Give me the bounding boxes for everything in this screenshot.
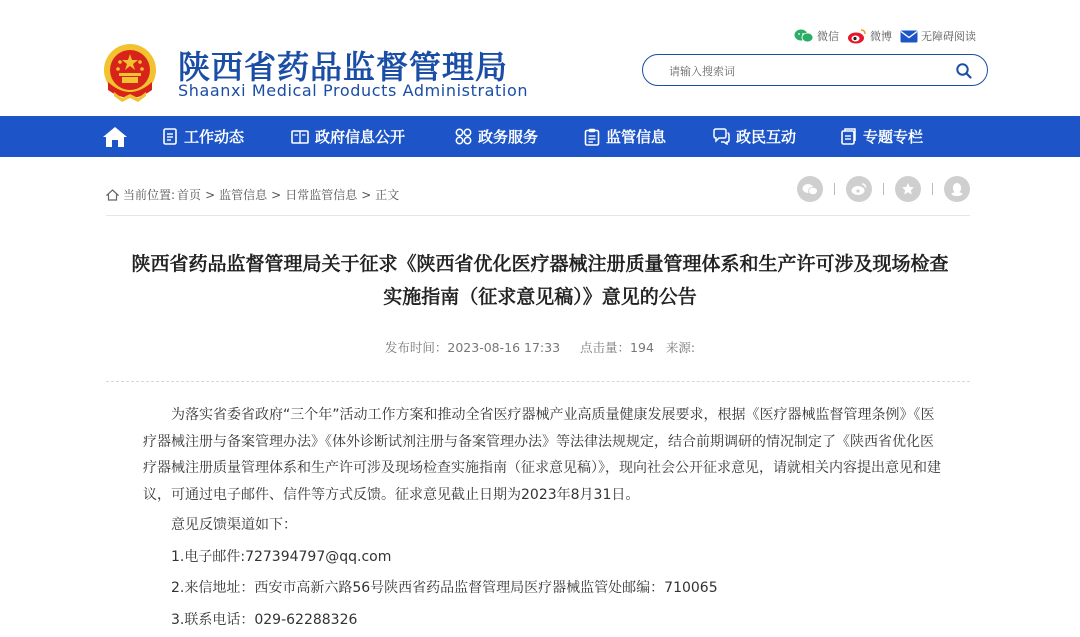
breadcrumb-separator: > [361,187,372,202]
qq-icon [950,182,964,197]
divider [932,183,933,195]
home-outline-icon [106,189,119,201]
breadcrumb-current: 正文 [375,188,400,202]
wechat-icon [794,29,814,43]
book-icon [291,129,309,145]
nav-item-work-news[interactable] [162,116,244,157]
meta-divider [106,381,970,382]
nav-label: 政务服务 [478,128,539,146]
article-source: 来源: [665,340,696,355]
article-meta [0,338,1080,356]
nav-item-interaction[interactable] [712,116,796,157]
nav-item-special-topics[interactable] [840,116,923,157]
breadcrumb-separator: > [271,187,282,202]
feedback-channel-email: 1.电子邮件:727394797@qq.com [171,548,392,565]
accessible-reading-link[interactable] [900,28,976,44]
weibo-icon [847,28,867,44]
weibo-share-icon [851,182,867,196]
search-icon[interactable] [955,62,973,80]
wechat-link[interactable] [794,28,839,44]
wechat-share-icon [802,183,818,196]
home-icon[interactable] [102,125,128,149]
site-header [0,0,1080,116]
feedback-channel-address: 2.来信地址：西安市高新六路56号陕西省药品监督管理局医疗器械监管处邮编：710065 [171,580,718,596]
weibo-label: 微博 [870,30,892,43]
nav-item-supervision-info[interactable] [584,116,666,157]
publish-time-label: 发布时间： [384,340,448,355]
divider [834,183,835,195]
grid-icon [455,128,472,145]
breadcrumb-prefix: 当前位置: [123,188,176,202]
share-wechat-button[interactable] [797,176,823,202]
nav-label: 专题专栏 [863,128,924,146]
share-toolbar [797,176,970,202]
site-subtitle: Shaanxi Medical Products Administration [178,81,529,100]
header-links [794,28,984,44]
article-paragraph: 为落实省委省政府“三个年”活动工作方案和推动全省医疗器械产业高质量健康发展要求，根据《医疗器械监督管理条例》《医疗器械注册与备案管理办法》《体外诊断试剂注册与备案管理办法》等法律法规规定，结合前期调研的情况制定了《陕西省优化医疗器械注册质量管理体系和生产许可涉及现场检查实施指南（征求意见稿）》，现向社会公开征求意见，请就相关内容提出意见和建议，可通过电子邮件、信件等方式反馈。征求意见截止日期为2023年8月31日。 [143,407,941,503]
site-title[interactable]: 陕西省药品监督管理局 [178,48,509,86]
accessible-reading-label: 无障碍阅读 [921,30,976,43]
national-emblem-icon [100,40,160,104]
nav-label: 政府信息公开 [315,128,406,146]
folder-icon [840,128,857,145]
favorite-button[interactable] [895,176,921,202]
clipboard-icon [584,128,600,146]
hit-count [580,340,654,355]
hit-count-value: 194 [630,340,654,355]
main-nav [0,116,1080,157]
search-box [642,54,988,86]
chat-icon [712,128,730,145]
document-icon [162,128,178,145]
share-weibo-button[interactable] [846,176,872,202]
breadcrumb-home[interactable]: 首页 [177,188,202,202]
breadcrumb-supervision[interactable]: 监管信息 [219,188,268,202]
share-qq-button[interactable] [944,176,970,202]
article-title: 陕西省药品监督管理局关于征求《陕西省优化医疗器械注册质量管理体系和生产许可涉及现场检查实施指南（征求意见稿）》意见的公告 [131,253,949,308]
search-input[interactable] [669,62,949,80]
nav-label: 政民互动 [736,128,797,146]
article-body [143,402,943,633]
nav-item-gov-info[interactable] [291,116,405,157]
nav-label: 监管信息 [606,128,667,146]
breadcrumb-divider [106,215,970,216]
nav-item-gov-services[interactable] [455,116,538,157]
publish-time-value: 2023-08-16 17:33 [447,340,561,355]
publish-time [385,340,560,355]
wechat-label: 微信 [817,30,839,43]
breadcrumb [106,186,399,203]
weibo-link[interactable] [847,28,892,44]
nav-label: 工作动态 [184,128,245,146]
breadcrumb-daily-supervision[interactable]: 日常监管信息 [285,188,358,202]
star-icon [901,182,915,196]
feedback-intro: 意见反馈渠道如下： [171,517,297,533]
mail-icon [900,30,918,43]
divider [883,183,884,195]
hit-count-label: 点击量： [580,340,631,355]
breadcrumb-separator: > [205,187,216,202]
feedback-channel-phone: 3.联系电话：029-62288326 [171,611,358,628]
